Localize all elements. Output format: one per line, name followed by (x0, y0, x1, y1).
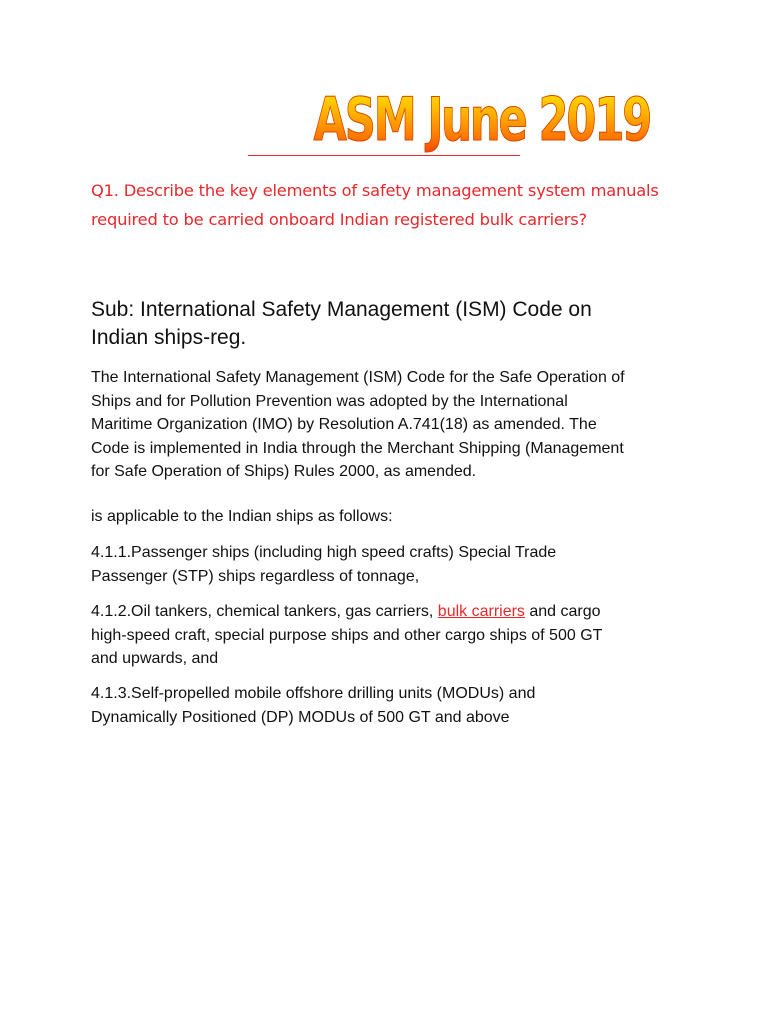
page-title: ASM June 2019 (313, 85, 651, 155)
list-item-4-1-2 (91, 600, 711, 671)
paragraph-line: Ships and for Pollution Prevention was adopted by the International (91, 392, 568, 410)
subject-line: Indian ships-reg. (91, 326, 247, 349)
question-line: required to be carried onboard Indian registered bulk carriers? (91, 210, 587, 229)
paragraph-line: The International Safety Management (ISM) Code for the Safe Operation of (91, 369, 625, 386)
item-text: 4.1.2.Oil tankers, chemical tankers, gas carriers, (91, 603, 438, 620)
applicability-paragraph (91, 505, 711, 529)
title-underline (248, 155, 520, 156)
paragraph-line: high-speed craft, special purpose ships and other cargo ships of 500 GT (91, 626, 603, 644)
question-block (91, 176, 711, 234)
paragraph-line: Maritime Organization (IMO) by Resolution A.741(18) as amended. The (91, 416, 597, 433)
subject-line: Sub: International Safety Management (ISM) Code on (91, 298, 592, 321)
paragraph-line: Passenger (STP) ships regardless of tonnage, (91, 567, 420, 585)
paragraph-line: 4.1.1.Passenger ships (including high speed crafts) Special Trade (91, 544, 557, 561)
subject-heading (91, 296, 711, 352)
paragraph-line: 4.1.3.Self-propelled mobile offshore drilling units (MODUs) and (91, 685, 536, 702)
paragraph-line (91, 600, 711, 624)
paragraph-line: Dynamically Positioned (DP) MODUs of 500 GT and above (91, 708, 510, 726)
intro-paragraph (91, 366, 711, 484)
paragraph-line: is applicable to the Indian ships as follows: (91, 508, 393, 525)
list-item-4-1-1 (91, 541, 711, 588)
paragraph-line: and upwards, and (91, 650, 219, 667)
question-line: Q1. Describe the key elements of safety management system manuals (91, 181, 659, 200)
bulk-carriers-link[interactable]: bulk carriers (437, 603, 525, 620)
paragraph-line: for Safe Operation of Ships) Rules 2000, as amended. (91, 463, 477, 480)
paragraph-line: Code is implemented in India through the Merchant Shipping (Management (91, 439, 624, 457)
title-art (248, 85, 651, 160)
item-text: and cargo (524, 603, 601, 620)
list-item-4-1-3 (91, 682, 711, 729)
